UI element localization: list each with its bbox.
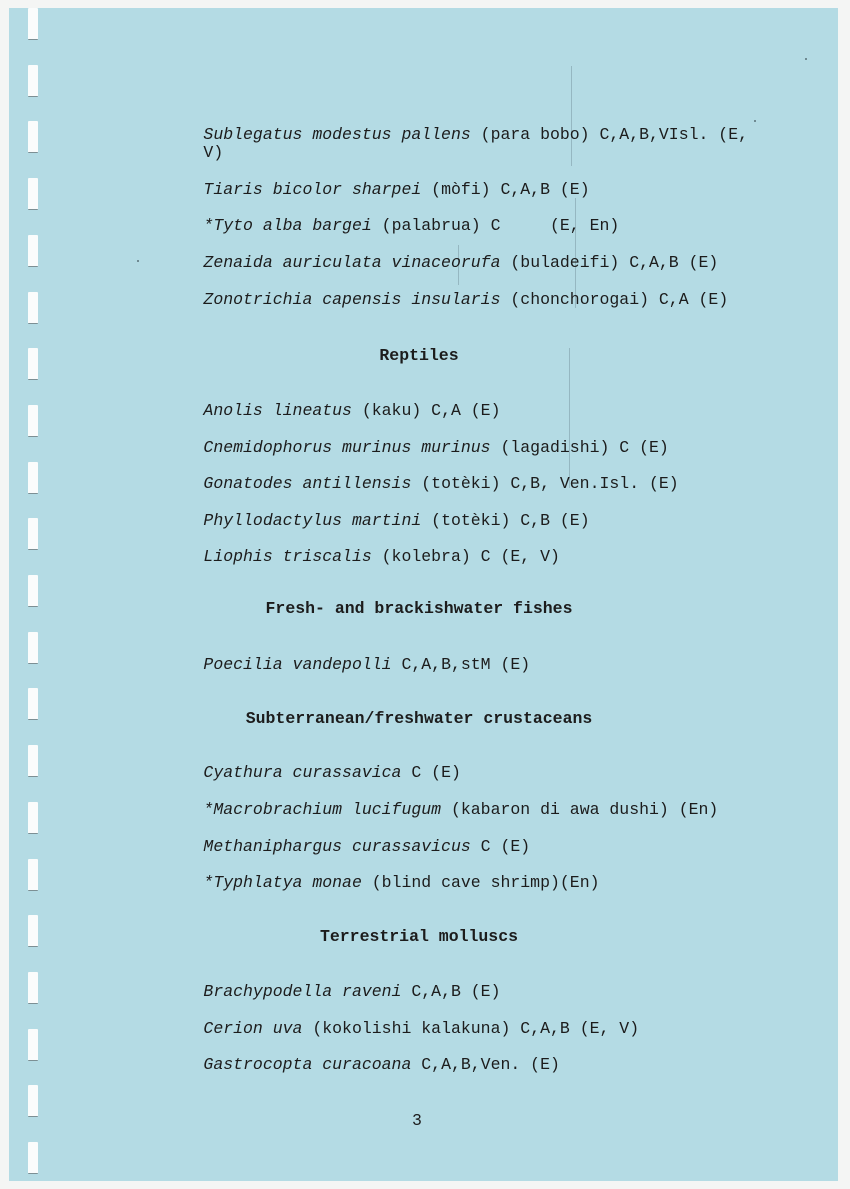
- scientific-name: Brachypodella raveni: [203, 982, 402, 1001]
- scientific-name: Typhlatya monae: [213, 873, 362, 892]
- scientific-name: Zenaida auriculata vinaceorufa: [203, 253, 501, 272]
- entry-details: (blind cave shrimp)(En): [361, 873, 600, 892]
- entry-details: C,A,B (E): [401, 982, 501, 1001]
- endemic-marker: *: [203, 216, 214, 235]
- endemic-marker: *: [203, 873, 214, 892]
- scientific-name: Anolis lineatus: [203, 401, 352, 420]
- entry-details: (mòfi) C,A,B (E): [421, 180, 590, 199]
- species-entry: [144, 108, 748, 162]
- scientific-name: Phyllodactylus martini: [203, 511, 422, 530]
- scientific-name: Cerion uva: [203, 1019, 303, 1038]
- entry-details: C,A,B,stM (E): [391, 655, 531, 674]
- species-entry: [144, 856, 600, 910]
- endemic-marker: *: [203, 800, 214, 819]
- document-text: [9, 8, 838, 1181]
- entry-details: (totèki) C,B (E): [421, 511, 590, 530]
- entry-details: (kabaron di awa dushi) (En): [441, 800, 719, 819]
- document-page: [9, 8, 838, 1181]
- entry-details: (totèki) C,B, Ven.Isl. (E): [411, 474, 679, 493]
- entry-details: C,A,B,Ven. (E): [411, 1055, 560, 1074]
- entry-details: V): [203, 143, 224, 162]
- section-heading-crustaceans: Subterranean/freshwater crustaceans: [245, 709, 593, 728]
- entry-details: (buladeifi) C,A,B (E): [500, 253, 719, 272]
- scientific-name: Macrobrachium lucifugum: [213, 800, 442, 819]
- entry-details: (lagadishi) C (E): [490, 438, 669, 457]
- entry-details: (kokolishi kalakuna) C,A,B (E, V): [302, 1019, 640, 1038]
- scientific-name: Gastrocopta curacoana: [203, 1055, 412, 1074]
- entry-details: (kaku) C,A (E): [351, 401, 501, 420]
- scientific-name: Sublegatus modestus pallens: [203, 125, 471, 144]
- section-heading-reptiles: Reptiles: [379, 346, 459, 365]
- species-entry: [144, 530, 560, 584]
- entry-details: C (E): [401, 763, 461, 782]
- scientific-name: Poecilia vandepolli: [203, 655, 392, 674]
- section-heading-fishes: Fresh- and brackishwater fishes: [265, 599, 573, 618]
- scientific-name: Tiaris bicolor sharpei: [203, 180, 422, 199]
- scientific-name: Cyathura curassavica: [203, 763, 402, 782]
- scientific-name: Gonatodes antillensis: [203, 474, 412, 493]
- page-number: 3: [412, 1111, 422, 1130]
- species-entry: [144, 1038, 560, 1092]
- scientific-name: Tyto alba bargei: [213, 216, 372, 235]
- entry-details: (para bobo) C,A,B,VIsl. (E,: [470, 125, 749, 144]
- entry-details: (chonchorogai) C,A (E): [500, 290, 729, 309]
- entry-details: (kolebra) C (E, V): [371, 547, 560, 566]
- species-entry: [144, 273, 728, 327]
- scientific-name: Zonotrichia capensis insularis: [203, 290, 501, 309]
- scientific-name: Methaniphargus curassavicus: [203, 837, 471, 856]
- section-heading-molluscs: Terrestrial molluscs: [319, 927, 519, 946]
- species-entry: [144, 638, 530, 692]
- entry-details: (palabrua) C (E, En): [371, 216, 620, 235]
- entry-details: C (E): [470, 837, 531, 856]
- scientific-name: Cnemidophorus murinus murinus: [203, 438, 491, 457]
- scientific-name: Liophis triscalis: [203, 547, 372, 566]
